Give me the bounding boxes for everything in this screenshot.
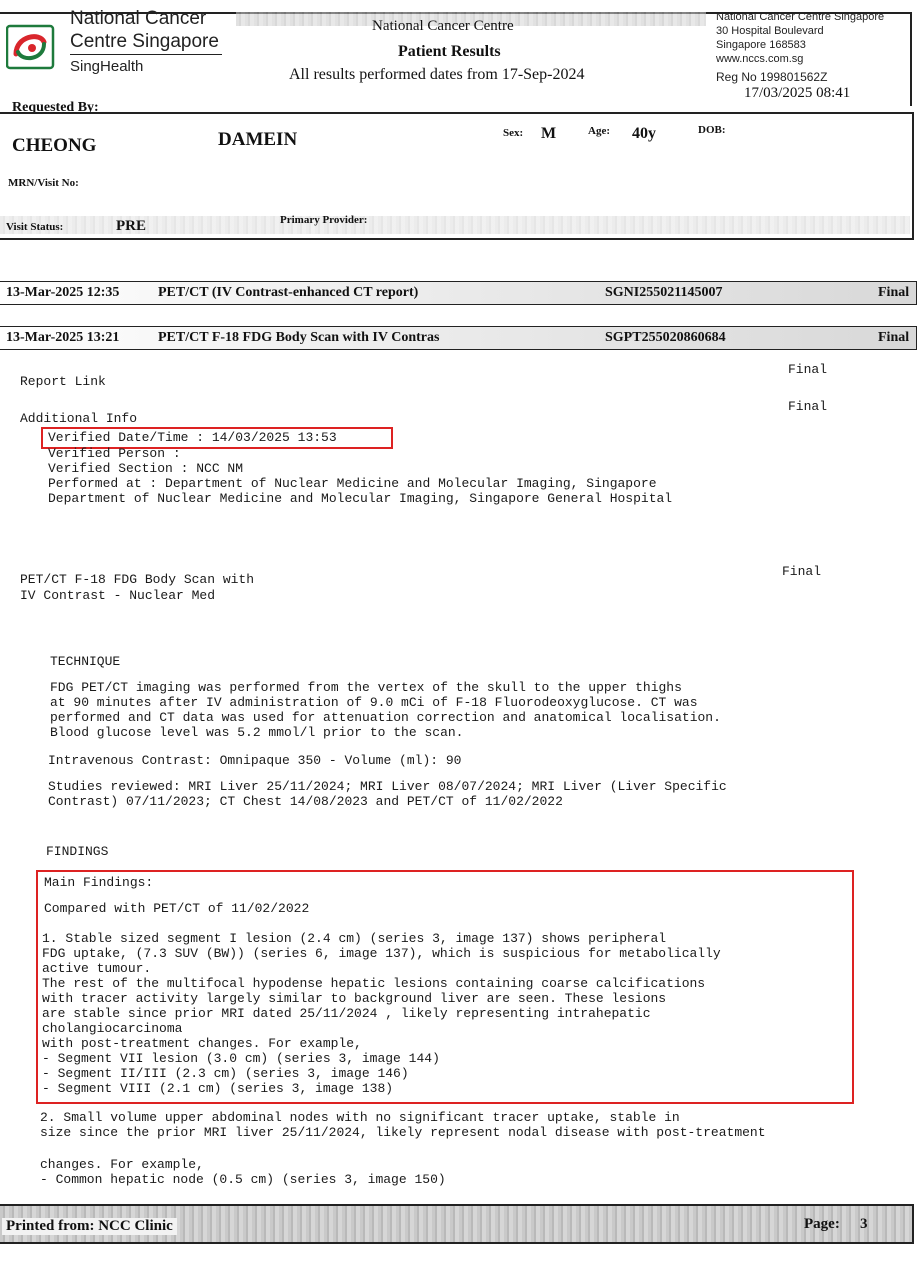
primary-provider-label: Primary Provider: [280,214,368,226]
org-divider [70,54,222,55]
verified-section: Verified Section : NCC NM [48,461,244,476]
exam-name: PET/CT F-18 FDG Body Scan with IV Contras [158,330,440,345]
finding-line: changes. For example, [40,1157,204,1172]
visit-status: PRE [116,218,146,234]
findings-heading: FINDINGS [46,844,109,859]
finding-line: FDG uptake, (7.3 SUV (BW)) (series 6, image 137), which is suspicious for metabolically [42,946,721,961]
finding-line: - Common hepatic node (0.5 cm) (series 3, image 150) [40,1172,446,1187]
finding-line: - Segment II/III (2.3 cm) (series 3, image 146) [42,1066,409,1081]
requested-by-label: Requested By: [12,100,99,115]
technique-line: performed and CT data was used for attenuation correction and anatomical localisation. [50,710,721,725]
main-findings-heading: Main Findings: [44,875,154,890]
exam-accession: SGNI255021145007 [605,285,723,300]
address-line-2: 30 Hospital Boulevard [716,25,824,37]
page-number: 3 [860,1216,868,1232]
patient-first-name: DAMEIN [218,129,298,150]
compared-with: Compared with PET/CT of 11/02/2022 [44,901,310,916]
print-datetime: 17/03/2025 08:41 [744,85,851,101]
nccs-logo-icon [6,22,56,72]
studies-line: Studies reviewed: MRI Liver 25/11/2024; MRI Liver 08/07/2024; MRI Liver (Liver Specific [48,779,727,794]
age-label: Age: [588,125,610,137]
exam-datetime: 13-Mar-2025 12:35 [6,285,120,300]
contrast-line: Intravenous Contrast: Omnipaque 350 - Volume (ml): 90 [48,753,462,768]
page-label: Page: [804,1216,840,1232]
technique-line: FDG PET/CT imaging was performed from the vertex of the skull to the upper thighs [50,680,682,695]
performed-at: Performed at : Department of Nuclear Medicine and Molecular Imaging, Singapore [48,476,657,491]
printed-from: Printed from: NCC Clinic [2,1218,177,1235]
org-name-line-2: Centre Singapore [70,31,219,52]
finding-line: active tumour. [42,961,152,976]
exam-title-line-1: PET/CT F-18 FDG Body Scan with [20,572,255,587]
finding-line: are stable since prior MRI dated 25/11/2024 , likely representing intrahepatic [42,1006,651,1021]
additional-info-status: Final [788,399,828,414]
finding-line: with post-treatment changes. For example, [42,1036,362,1051]
finding-line: - Segment VII lesion (3.0 cm) (series 3, image 144) [42,1051,440,1066]
exam-status: Final [878,285,910,300]
patient-age: 40y [632,125,656,142]
org-subtitle: SingHealth [70,58,144,75]
finding-line: 1. Stable sized segment I lesion (2.4 cm) (series 3, image 137) shows peripheral [42,931,667,946]
report-link-status: Final [788,362,828,377]
studies-line: Contrast) 07/11/2023; CT Chest 14/08/2023 and PET/CT of 11/02/2022 [48,794,563,809]
address-line-4: www.nccs.com.sg [716,53,804,65]
technique-heading: TECHNIQUE [50,654,121,669]
exam-title-status: Final [782,564,822,579]
visit-status-label: Visit Status: [6,221,64,233]
additional-info-heading: Additional Info [20,411,138,426]
finding-line: with tracer activity largely similar to background liver are seen. These lesions [42,991,667,1006]
address-line-1: National Cancer Centre Singapore [716,11,885,23]
exam-status: Final [878,330,910,345]
technique-line: Blood glucose level was 5.2 mmol/l prior to the scan. [50,725,464,740]
exam-row [0,281,917,305]
exam-datetime: 13-Mar-2025 13:21 [6,330,120,345]
patient-last-name: CHEONG [12,135,97,156]
finding-line: The rest of the multifocal hypodense hepatic lesions containing coarse calcifications [42,976,706,991]
exam-title-line-2: IV Contrast - Nuclear Med [20,588,216,603]
reg-no: Reg No 199801562Z [716,70,828,84]
finding-line: cholangiocarcinoma [42,1021,183,1036]
report-link: Report Link [20,374,106,389]
technique-line: at 90 minutes after IV administration of 9.0 mCi of F-18 Fluorodeoxyglucose. CT was [50,695,698,710]
exam-accession: SGPT255020860684 [605,330,726,345]
department: Department of Nuclear Medicine and Molecular Imaging, Singapore General Hospital [48,491,673,506]
finding-line: size since the prior MRI liver 25/11/2024, likely represent nodal disease with post-treatment [40,1125,766,1140]
verified-datetime: Verified Date/Time : 14/03/2025 13:53 [48,430,337,445]
finding-line: 2. Small volume upper abdominal nodes with no significant tracer uptake, stable in [40,1110,680,1125]
exam-row [0,326,917,350]
verified-person: Verified Person : [48,446,181,461]
org-name-line-1: National Cancer [70,8,207,29]
address-line-3: Singapore 168583 [716,39,806,51]
patient-sex: M [541,125,557,142]
mrn-label: MRN/Visit No: [8,177,79,189]
header-patient-results: Patient Results [398,43,501,60]
header-centre-title: National Cancer Centre [372,18,514,34]
sex-label: Sex: [503,127,524,139]
finding-line: - Segment VIII (2.1 cm) (series 3, image 138) [42,1081,394,1096]
header-date-range: All results performed dates from 17-Sep-2024 [289,66,585,83]
dob-label: DOB: [698,124,726,136]
exam-name: PET/CT (IV Contrast-enhanced CT report) [158,285,419,300]
